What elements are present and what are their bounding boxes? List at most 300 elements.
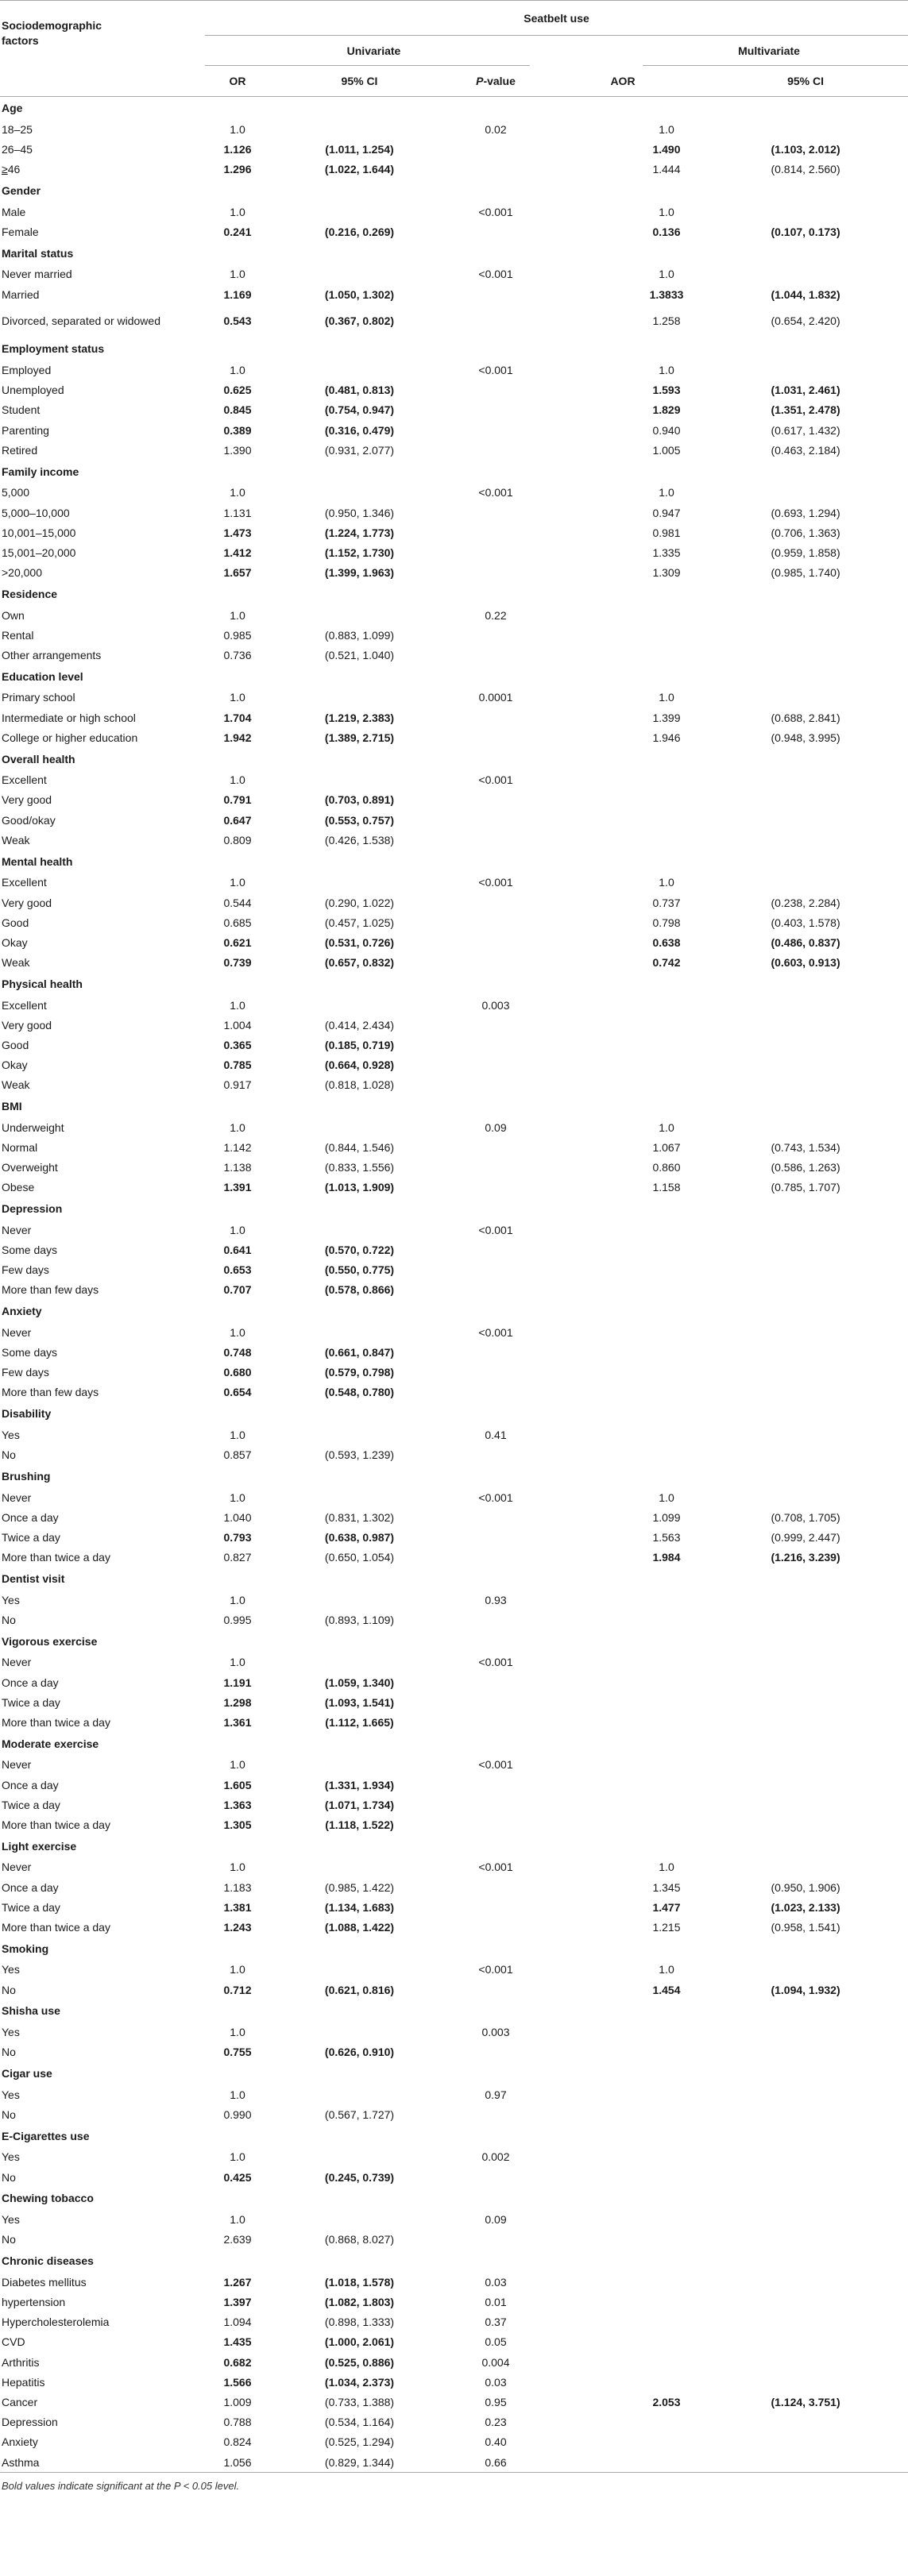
table-row <box>0 542 908 562</box>
spacer <box>543 1220 630 1240</box>
spacer <box>543 1527 630 1547</box>
or-value: 1.397 <box>223 2296 252 2309</box>
table-row <box>0 605 908 625</box>
table-row <box>0 2292 908 2312</box>
row-label: No <box>2 2046 16 2059</box>
table-row <box>0 2272 908 2292</box>
table-row <box>0 708 908 727</box>
p-value <box>449 2167 543 2187</box>
row-label: Never <box>2 1325 32 1339</box>
ci-value: (0.754, 0.947) <box>324 403 395 417</box>
p-value: 0.003 <box>481 2026 510 2039</box>
aci-value: (0.743, 1.534) <box>771 1140 840 1154</box>
aor-value <box>630 2042 703 2062</box>
ci-value: (1.134, 1.683) <box>324 1900 395 1914</box>
or-value: 0.680 <box>223 1366 252 1379</box>
spacer <box>543 483 630 503</box>
table-row <box>0 2230 908 2250</box>
ci-value: (1.050, 1.302) <box>324 287 395 301</box>
or-value: 1.056 <box>205 2452 270 2473</box>
ci-value: (0.567, 1.727) <box>324 2108 395 2121</box>
aci-value <box>703 2292 908 2312</box>
spacer <box>543 1775 630 1795</box>
aor-value <box>630 2432 703 2452</box>
p-value: 0.02 <box>485 122 507 136</box>
p-value <box>449 1507 543 1527</box>
group-header-label: Seatbelt use <box>524 12 589 25</box>
or-value: 1.0 <box>230 486 245 499</box>
row-label: Good <box>2 1038 29 1051</box>
row-label: No <box>2 1613 16 1626</box>
aci-value <box>703 1220 908 1240</box>
ci-value: (1.011, 1.254) <box>325 143 394 156</box>
p-value <box>449 1382 543 1402</box>
aor-value <box>630 1712 703 1732</box>
spacer <box>543 1712 630 1732</box>
spacer <box>543 1814 630 1834</box>
or-value: 0.917 <box>223 1078 252 1092</box>
or-value: 1.657 <box>223 566 252 580</box>
p-value: <0.001 <box>478 364 513 377</box>
or-value: 0.985 <box>223 628 252 642</box>
spacer <box>543 264 630 284</box>
row-label: Yes <box>2 1593 20 1606</box>
ci-value: (0.650, 1.054) <box>324 1551 395 1564</box>
ci-value: (0.829, 1.344) <box>270 2452 449 2473</box>
aci-value: (0.603, 0.913) <box>771 956 840 970</box>
section-header <box>0 1568 908 1590</box>
or-value: 0.824 <box>223 2435 252 2449</box>
table-row <box>0 688 908 708</box>
aor-value <box>630 830 703 850</box>
section-header <box>0 1095 908 1117</box>
table-row <box>0 1877 908 1897</box>
p-value <box>449 139 543 159</box>
p-value <box>449 1363 543 1382</box>
row-label: 18–25 <box>2 122 33 136</box>
aor-value <box>630 1055 703 1075</box>
p-value <box>449 1814 543 1834</box>
table-row <box>0 1527 908 1547</box>
row-label: Hepatitis <box>2 2375 45 2389</box>
row-label: Intermediate or high school <box>2 711 136 724</box>
aor-value: 1.563 <box>652 1530 681 1544</box>
p-value <box>449 645 543 665</box>
aci-value <box>703 873 908 893</box>
aor-value: 1.399 <box>652 711 681 724</box>
section-header <box>0 2187 908 2209</box>
aci-value <box>703 645 908 665</box>
row-label: Once a day <box>2 1778 59 1791</box>
ci-value <box>270 264 449 284</box>
row-header-line2: factors <box>2 34 39 47</box>
spacer <box>543 2104 630 2124</box>
or-value: 0.995 <box>223 1613 252 1626</box>
row-label: Very good <box>2 793 52 807</box>
aor-value <box>630 2312 703 2332</box>
aor-value <box>630 1220 703 1240</box>
or-value: 1.942 <box>223 731 252 744</box>
aci-value: (0.688, 2.841) <box>771 711 840 724</box>
spacer <box>543 562 630 582</box>
section-header <box>0 2062 908 2084</box>
or-value: 1.0 <box>230 364 245 377</box>
or-value: 1.0 <box>230 1428 245 1441</box>
or-value: 0.685 <box>223 916 252 929</box>
or-value: 1.298 <box>223 1695 252 1709</box>
aor-value <box>630 1445 703 1465</box>
row-label: Retired <box>2 443 38 457</box>
or-value: 0.641 <box>223 1244 252 1257</box>
ci-value: (0.548, 0.780) <box>324 1386 395 1399</box>
aor-value <box>630 770 703 790</box>
aor-value: 1.345 <box>652 1880 681 1894</box>
table-row <box>0 1342 908 1362</box>
or-value: 1.191 <box>223 1676 252 1689</box>
p-value: 0.22 <box>485 608 507 622</box>
aor-value <box>630 1015 703 1035</box>
or-value: 0.625 <box>223 384 252 397</box>
spacer <box>543 440 630 460</box>
section-title: Mental health <box>2 854 73 868</box>
ci-value: (0.290, 1.022) <box>324 896 395 909</box>
section-header <box>0 1465 908 1487</box>
p-value: <0.001 <box>478 1490 513 1504</box>
section-header <box>0 97 908 120</box>
aci-value: (0.238, 2.284) <box>771 896 840 909</box>
aor-value <box>630 790 703 810</box>
ci-value: (0.550, 0.775) <box>324 1263 395 1277</box>
spacer <box>543 1755 630 1775</box>
p-value <box>449 625 543 645</box>
or-value: 1.0 <box>230 876 245 889</box>
spacer <box>543 2042 630 2062</box>
p-value: 0.95 <box>485 2395 507 2408</box>
spacer <box>543 873 630 893</box>
spacer <box>543 830 630 850</box>
ci-value: (1.059, 1.340) <box>324 1676 395 1689</box>
p-value: 0.03 <box>485 2275 507 2289</box>
aor-value: 1.099 <box>652 1510 681 1524</box>
spacer <box>543 1178 630 1197</box>
or-value: 1.0 <box>230 998 245 1012</box>
ci-value <box>270 873 449 893</box>
p-value: 0.03 <box>485 2375 507 2389</box>
aci-value: (0.654, 2.420) <box>771 314 840 327</box>
p-value: 0.002 <box>481 2150 510 2164</box>
p-value <box>449 2104 543 2124</box>
table-row <box>0 264 908 284</box>
aci-value <box>703 1055 908 1075</box>
ci-value: (0.367, 0.802) <box>324 314 395 327</box>
table-row <box>0 2412 908 2432</box>
spacer <box>543 2432 630 2452</box>
p-value <box>449 1158 543 1178</box>
spacer <box>543 1610 630 1629</box>
aci-value <box>703 2272 908 2292</box>
section-title: Gender <box>2 184 41 197</box>
ci-value: (1.034, 2.373) <box>324 2375 395 2389</box>
table-row <box>0 2352 908 2372</box>
spacer <box>543 932 630 952</box>
spacer <box>543 284 630 304</box>
ci-value: (0.553, 0.757) <box>324 813 395 827</box>
p-value <box>449 380 543 400</box>
spacer <box>543 2352 630 2372</box>
row-label: Student <box>2 403 41 417</box>
aci-value: (0.958, 1.541) <box>771 1920 840 1934</box>
row-label: Yes <box>2 2150 20 2164</box>
aor-value: 0.947 <box>652 506 681 519</box>
aci-value <box>703 2084 908 2104</box>
or-value: 0.857 <box>223 1448 252 1462</box>
aor-value <box>630 2084 703 2104</box>
section-header <box>0 1938 908 1960</box>
row-label: Some days <box>2 1244 58 1257</box>
table-row <box>0 1240 908 1259</box>
aci-value <box>703 2332 908 2352</box>
ci-value: (1.022, 1.644) <box>324 163 395 176</box>
section-title: Chronic diseases <box>2 2254 94 2268</box>
spacer <box>543 1487 630 1507</box>
aor-value: 1.0 <box>659 1490 674 1504</box>
row-label: Overweight <box>2 1161 58 1174</box>
table-row <box>0 2042 908 2062</box>
or-value: 0.755 <box>223 2046 252 2059</box>
aor-value: 1.490 <box>652 143 681 156</box>
ci-value: (1.093, 1.541) <box>324 1695 395 1709</box>
spacer <box>543 160 630 179</box>
row-label: No <box>2 2170 16 2184</box>
ci-value: (1.331, 1.934) <box>324 1778 395 1791</box>
aci-value <box>703 1342 908 1362</box>
or-value: 1.0 <box>230 608 245 622</box>
section-header <box>0 337 908 360</box>
aor-value <box>630 2412 703 2432</box>
ci-value: (0.818, 1.028) <box>324 1078 395 1092</box>
section-header <box>0 1402 908 1425</box>
row-label: Parenting <box>2 423 49 437</box>
row-label: Arthritis <box>2 2355 40 2369</box>
ci-value: (0.525, 0.886) <box>324 2355 395 2369</box>
aor-value: 1.0 <box>659 205 674 218</box>
ci-value <box>270 2084 449 2104</box>
p-value <box>449 1897 543 1917</box>
aor-value <box>630 1692 703 1712</box>
row-label: More than twice a day <box>2 1551 110 1564</box>
aci-value <box>703 1322 908 1342</box>
table-row <box>0 952 908 972</box>
table-row <box>0 1220 908 1240</box>
or-value: 1.0 <box>230 1593 245 1606</box>
ci-value: (0.626, 0.910) <box>324 2046 395 2059</box>
or-value: 1.605 <box>223 1778 252 1791</box>
aor-value: 0.136 <box>652 225 681 238</box>
ci-value: (0.931, 2.077) <box>324 443 395 457</box>
ci-value: (0.185, 0.719) <box>324 1038 395 1051</box>
p-value <box>449 1610 543 1629</box>
or-value: 1.169 <box>223 287 252 301</box>
table-row <box>0 1610 908 1629</box>
table-row <box>0 912 908 932</box>
aci-value: (0.693, 1.294) <box>771 506 840 519</box>
or-value: 1.142 <box>223 1140 252 1154</box>
table-row <box>0 1015 908 1035</box>
p-value: <0.001 <box>478 1963 513 1976</box>
spacer <box>543 605 630 625</box>
spacer <box>543 688 630 708</box>
p-value <box>449 1692 543 1712</box>
or-value: 1.183 <box>223 1880 252 1894</box>
spacer <box>543 139 630 159</box>
or-value: 0.990 <box>223 2108 252 2121</box>
ci-value: (1.088, 1.422) <box>324 1920 395 1934</box>
aci-value <box>703 1672 908 1692</box>
section-title: Smoking <box>2 1942 49 1955</box>
ci-value: (1.399, 1.963) <box>324 566 395 580</box>
or-value: 1.267 <box>223 2275 252 2289</box>
aci-value: (0.586, 1.263) <box>771 1161 840 1174</box>
p-value <box>449 1015 543 1035</box>
aor-value <box>630 1342 703 1362</box>
row-label: Twice a day <box>2 1530 60 1544</box>
p-value <box>449 1795 543 1814</box>
aor-value: 0.860 <box>652 1161 681 1174</box>
row-label: Weak <box>2 1078 30 1092</box>
section-header <box>0 973 908 995</box>
ci-value: (0.868, 8.027) <box>324 2233 395 2246</box>
or-value: 1.131 <box>223 506 252 519</box>
or-value: 0.544 <box>223 896 252 909</box>
p-value: <0.001 <box>478 1758 513 1772</box>
row-label: hypertension <box>2 2296 66 2309</box>
row-label: Very good <box>2 896 52 909</box>
p-value <box>449 1548 543 1568</box>
aci-value <box>703 2042 908 2062</box>
row-label: Twice a day <box>2 1798 60 1811</box>
table-row <box>0 284 908 304</box>
ci-value: (0.893, 1.109) <box>324 1613 395 1626</box>
ci-value: (1.224, 1.773) <box>324 526 395 539</box>
p-value <box>449 1980 543 1999</box>
ci-value: (0.521, 1.040) <box>324 648 395 661</box>
spacer <box>543 1507 630 1527</box>
p-value: <0.001 <box>478 1223 513 1236</box>
row-label: Yes <box>2 2213 20 2227</box>
row-label: Yes <box>2 2088 20 2101</box>
spacer <box>543 912 630 932</box>
or-value: 2.639 <box>223 2233 252 2246</box>
or-value: 1.0 <box>230 2026 245 2039</box>
row-label: Divorced, separated or widowed <box>2 314 160 327</box>
p-value: 0.004 <box>481 2355 510 2369</box>
table-row <box>0 1507 908 1527</box>
aor-value: 0.638 <box>652 935 681 949</box>
section-title: E-Cigarettes use <box>2 2129 90 2142</box>
aci-value <box>703 830 908 850</box>
or-value: 1.004 <box>223 1018 252 1032</box>
aor-value <box>630 2167 703 2187</box>
table-row <box>0 1775 908 1795</box>
p-value <box>449 1260 543 1280</box>
aor-value: 1.0 <box>659 876 674 889</box>
table-row <box>0 873 908 893</box>
row-header-line1: Sociodemographic <box>2 19 102 32</box>
p-value <box>449 1917 543 1937</box>
or-value: 1.0 <box>230 268 245 281</box>
aci-value <box>703 1075 908 1095</box>
table-row <box>0 2312 908 2332</box>
ci-value <box>270 1960 449 1980</box>
ci-value: (0.245, 0.739) <box>324 2170 395 2184</box>
univariate-label: Univariate <box>346 44 401 57</box>
aci-value <box>703 1590 908 1610</box>
spacer <box>543 1342 630 1362</box>
table-row <box>0 1117 908 1137</box>
section-title: Cigar use <box>2 2067 52 2080</box>
or-value: 1.473 <box>223 526 252 539</box>
table-row <box>0 1280 908 1300</box>
aor-value: 1.444 <box>652 163 681 176</box>
spacer <box>543 1672 630 1692</box>
aor-value <box>630 2292 703 2312</box>
table-row <box>0 1137 908 1157</box>
row-label: Male <box>2 205 26 218</box>
ci-value: (1.219, 2.383) <box>324 711 395 724</box>
aci-value <box>703 1445 908 1465</box>
aci-value: (0.985, 1.740) <box>771 566 840 580</box>
or-value: 0.748 <box>223 1346 252 1359</box>
section-title: Marital status <box>2 246 74 260</box>
row-label: Female <box>2 225 39 238</box>
table-row <box>0 2210 908 2230</box>
aci-value <box>703 2312 908 2332</box>
table-row <box>0 1960 908 1980</box>
row-label: Anxiety <box>2 2435 38 2449</box>
aci-value <box>703 1260 908 1280</box>
or-value: 1.0 <box>230 2088 245 2101</box>
aci-value <box>703 1960 908 1980</box>
aci-value <box>703 1795 908 1814</box>
p-value <box>449 304 543 337</box>
ci-value <box>270 1755 449 1775</box>
aor-value <box>630 1672 703 1692</box>
section-header <box>0 2250 908 2272</box>
or-value: 0.736 <box>223 648 252 661</box>
p-value <box>449 1527 543 1547</box>
p-value <box>449 1178 543 1197</box>
aor-value: 0.981 <box>652 526 681 539</box>
ci-value <box>270 770 449 790</box>
section-header <box>0 583 908 605</box>
table-row <box>0 1260 908 1280</box>
p-value <box>449 160 543 179</box>
aci-value <box>703 119 908 139</box>
ci-value <box>270 1117 449 1137</box>
row-label: College or higher education <box>2 731 138 744</box>
aci-value <box>703 1610 908 1629</box>
spacer <box>543 1382 630 1402</box>
aci-value: (1.031, 2.461) <box>771 384 840 397</box>
p-value: <0.001 <box>478 773 513 787</box>
row-label: Asthma <box>0 2452 205 2473</box>
row-label: No <box>2 1448 16 1462</box>
ci-value <box>270 119 449 139</box>
ci-value <box>270 2023 449 2042</box>
spacer <box>543 380 630 400</box>
table-row <box>0 523 908 542</box>
section-header <box>0 179 908 202</box>
